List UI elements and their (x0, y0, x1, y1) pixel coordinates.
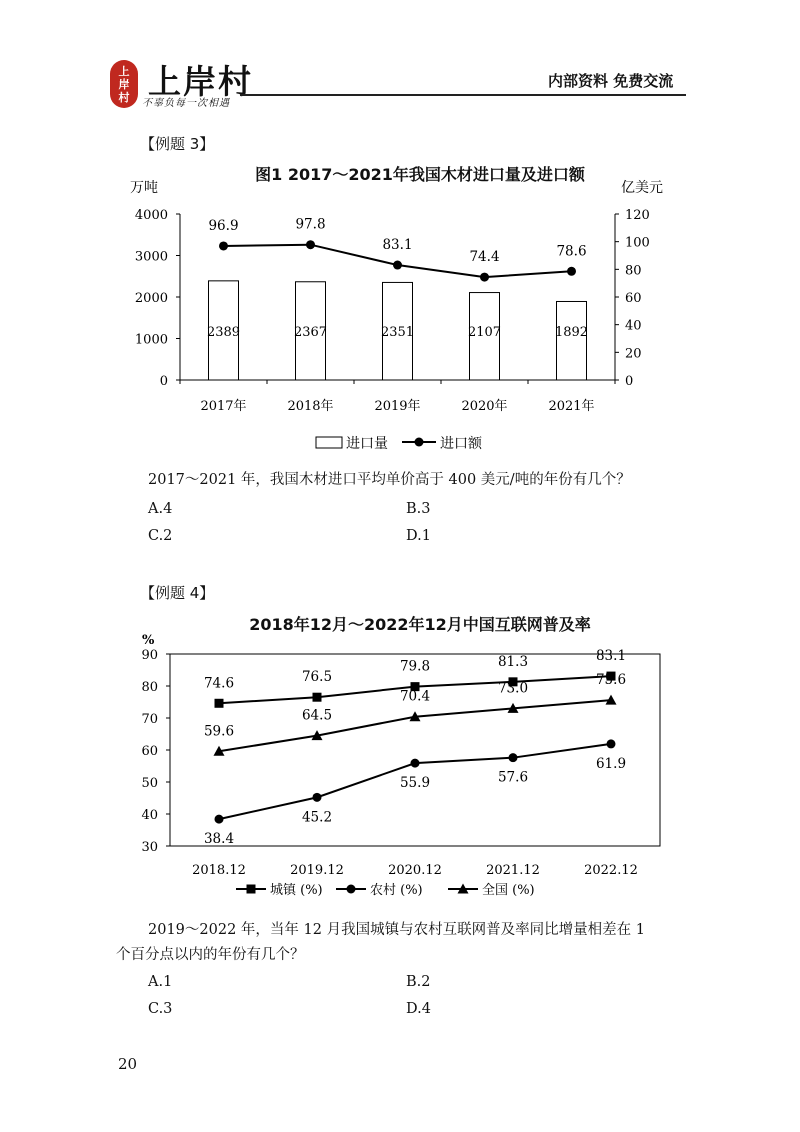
bar-value-label: 2107 (467, 325, 502, 340)
x-tick-label: 2018.12 (192, 863, 246, 878)
example3-label: 【例题 3】 (140, 135, 215, 153)
x-tick-label: 2021年 (548, 399, 595, 414)
series-value-label: 79.8 (399, 658, 431, 675)
example4-option-d[interactable]: D.4 (406, 1001, 431, 1017)
legend-bar-label: 进口量 (346, 436, 388, 452)
series-value-label: 45.2 (301, 809, 333, 826)
left-axis-title: 万吨 (130, 180, 158, 196)
series-point (215, 699, 224, 708)
series-value-label: 61.9 (595, 755, 627, 772)
y-tick-label: 50 (141, 776, 158, 791)
series-value-label: 75.6 (595, 672, 627, 689)
series-point (313, 793, 322, 802)
left-tick-label: 2000 (134, 291, 168, 306)
series-point (509, 753, 518, 762)
example4-option-b[interactable]: B.2 (406, 974, 431, 990)
line-value-label: 74.4 (469, 249, 500, 266)
line-value-label: 97.8 (295, 216, 326, 233)
y-tick-label: 90 (141, 648, 158, 663)
legend-marker (247, 885, 256, 894)
x-tick-label: 2022.12 (584, 863, 638, 878)
series-value-label: 76.5 (301, 669, 333, 686)
series-point (607, 739, 616, 748)
chart2-legend (236, 882, 535, 898)
x-tick-label: 2017年 (200, 399, 247, 414)
y-tick-label: 40 (141, 808, 158, 823)
right-tick-label: 40 (625, 318, 642, 334)
header-notice: 内部资料 免费交流 (548, 72, 674, 90)
x-tick-label: 2021.12 (486, 863, 540, 878)
right-tick-label: 80 (625, 263, 642, 279)
example3-option-c[interactable]: C.2 (148, 528, 173, 544)
bar-value-label: 2389 (206, 325, 241, 340)
chart2-title: 2018年12月～2022年12月中国互联网普及率 (249, 615, 591, 634)
x-tick-label: 2019.12 (290, 863, 344, 878)
example3-option-d[interactable]: D.1 (406, 528, 431, 544)
example3-option-b[interactable]: B.3 (406, 501, 431, 517)
series-point (313, 693, 322, 702)
series-value-label: 57.6 (497, 769, 529, 786)
series-point (411, 759, 420, 768)
x-tick-label: 2020.12 (388, 863, 442, 878)
left-tick-label: 3000 (134, 249, 168, 265)
series-point (215, 815, 224, 824)
example3-option-a[interactable]: A.4 (148, 501, 173, 517)
series-line (219, 700, 611, 751)
y-tick-label: 70 (141, 712, 158, 727)
right-axis-title: 亿美元 (621, 180, 663, 196)
example4-option-a[interactable]: A.1 (148, 974, 173, 990)
series-value-label: 55.9 (399, 775, 431, 792)
legend-line-label: 进口额 (440, 436, 482, 452)
left-tick-label: 1000 (134, 332, 168, 348)
chart1-title: 图1 2017～2021年我国木材进口量及进口额 (255, 165, 585, 184)
y-tick-label: 80 (141, 680, 158, 695)
x-tick-label: 2020年 (461, 399, 508, 414)
logo-char: 岸 (118, 77, 130, 91)
legend-label: 农村 (%) (370, 883, 423, 898)
series-value-label: 59.6 (203, 723, 235, 740)
page-number: 20 (118, 1055, 138, 1073)
y-axis-title: % (142, 633, 155, 648)
y-tick-label: 30 (141, 840, 158, 855)
logo-char: 上 (118, 64, 130, 78)
series-value-label: 74.6 (203, 675, 235, 692)
right-tick-label: 100 (625, 235, 650, 251)
series-value-label: 83.1 (595, 648, 627, 665)
bar-value-label: 1892 (554, 325, 589, 340)
series-value-label: 73.0 (497, 680, 529, 697)
line-value-label: 78.6 (556, 243, 587, 260)
left-tick-label: 0 (159, 374, 168, 389)
series-value-label: 64.5 (301, 707, 333, 724)
x-tick-label: 2018年 (287, 399, 334, 414)
logo-char: 村 (118, 90, 130, 104)
right-tick-label: 120 (625, 208, 650, 223)
line-value-label: 83.1 (382, 237, 413, 254)
series-value-label: 81.3 (497, 653, 529, 670)
line-value-label: 96.9 (208, 217, 239, 234)
brand-slogan: 不辜负每一次相遇 (142, 98, 230, 109)
bar-value-label: 2367 (293, 325, 328, 340)
example4-label: 【例题 4】 (140, 584, 215, 602)
example4-question-line2: 个百分点以内的年份有几个？ (116, 947, 305, 963)
series-value-label: 38.4 (203, 831, 235, 848)
left-tick-label: 4000 (134, 208, 168, 223)
right-tick-label: 20 (625, 346, 642, 362)
series-value-label: 70.4 (399, 688, 431, 705)
example3-question: 2017～2021 年，我国木材进口平均单价高于 400 美元/吨的年份有几个？ (148, 472, 631, 488)
bar-value-label: 2351 (380, 325, 415, 340)
example4-question-line1: 2019～2022 年，当年 12 月我国城镇与农村互联网普及率同比增量相差在 1 (148, 922, 645, 938)
example4-option-c[interactable]: C.3 (148, 1001, 173, 1017)
right-tick-label: 60 (625, 291, 642, 306)
legend-marker (347, 885, 356, 894)
right-tick-label: 0 (625, 374, 634, 389)
y-tick-label: 60 (141, 744, 158, 759)
legend-label: 全国 (%) (482, 883, 535, 898)
x-tick-label: 2019年 (374, 399, 421, 414)
brand-name: 上岸村 (148, 62, 253, 101)
legend-label: 城镇 (%) (270, 883, 323, 898)
